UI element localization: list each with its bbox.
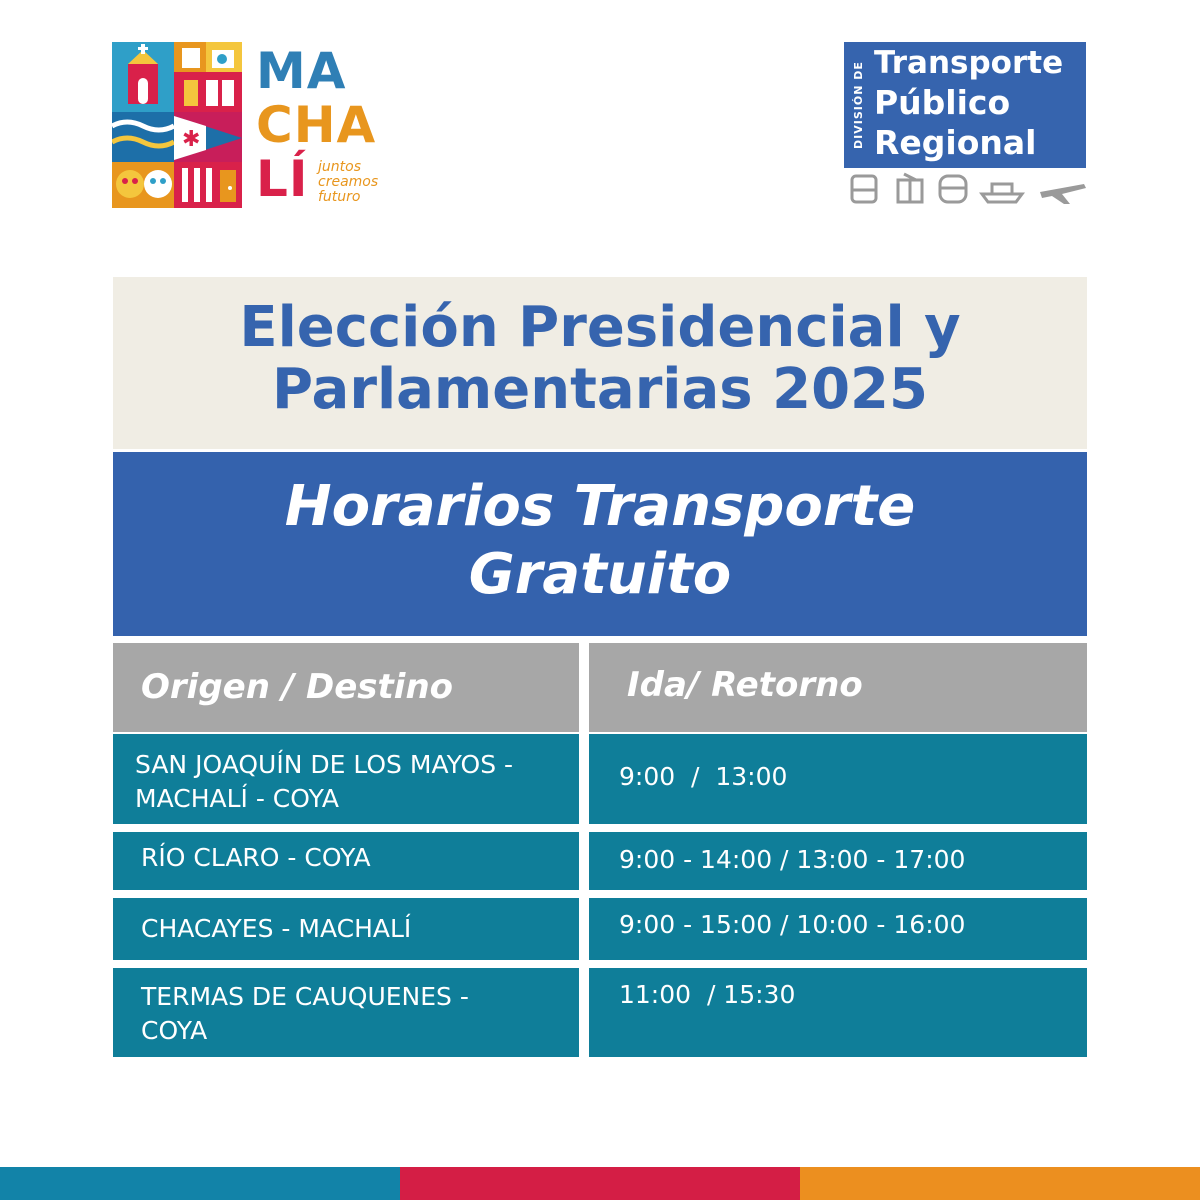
route-line: SAN JOAQUÍN DE LOS MAYOS - xyxy=(135,750,514,779)
machali-word-cha: CHA xyxy=(256,96,377,154)
publico-word: Público xyxy=(874,83,1011,122)
transport-icons xyxy=(848,172,1088,208)
table-row-times xyxy=(589,734,1087,824)
route-line: TERMAS DE CAUQUENES - xyxy=(141,982,469,1011)
machali-emblem-icon xyxy=(112,42,242,208)
route-line: CHACAYES - MACHALÍ xyxy=(141,914,412,943)
table-row-times xyxy=(589,898,1087,960)
schedule-times: 9:00 - 15:00 / 10:00 - 16:00 xyxy=(619,910,966,939)
svg-text:✱: ✱ xyxy=(182,127,201,152)
header-label: Ida/ Retorno xyxy=(627,665,863,705)
footer-stripe-orange xyxy=(800,1167,1200,1200)
transporte-publico-logo xyxy=(844,42,1088,212)
election-title-banner xyxy=(113,277,1087,449)
footer-stripe-red xyxy=(400,1167,800,1200)
machali-word-li: LÍ xyxy=(256,150,309,208)
footer-stripe-blue xyxy=(0,1167,400,1200)
slogan-line: creamos xyxy=(318,174,379,190)
transporte-logo-box xyxy=(844,42,1086,168)
machali-slogan xyxy=(318,160,378,205)
regional-word: Regional xyxy=(874,123,1037,162)
header-label: Origen / Destino xyxy=(141,667,454,707)
schedule-subtitle-banner xyxy=(113,452,1087,636)
metro-icon xyxy=(940,176,966,202)
schedule-times: 9:00 - 14:00 / 13:00 - 17:00 xyxy=(619,845,966,874)
table-row-route xyxy=(113,968,579,1057)
machali-word-ma: MA xyxy=(256,42,347,100)
subtitle-line-1: Horarios Transporte xyxy=(284,474,916,539)
table-row-times xyxy=(589,832,1087,890)
subtitle-line-2: Gratuito xyxy=(468,542,732,607)
schedule-times: 11:00 / 15:30 xyxy=(619,980,796,1009)
schedule-times: 9:00 / 13:00 xyxy=(619,762,788,791)
airplane-icon xyxy=(1040,184,1086,204)
table-row-route xyxy=(113,832,579,890)
ferry-icon xyxy=(982,184,1022,202)
title-line-2: Parlamentarias 2025 xyxy=(272,357,928,422)
header-origen-destino xyxy=(113,643,579,732)
table-row-route xyxy=(113,734,579,824)
slogan-line: futuro xyxy=(318,189,361,205)
route-line: MACHALÍ - COYA xyxy=(135,784,340,813)
train-icon xyxy=(898,174,922,202)
machali-logo xyxy=(112,42,402,208)
header-ida-retorno xyxy=(589,643,1087,732)
transporte-word: Transporte xyxy=(874,45,1064,81)
table-row-route xyxy=(113,898,579,960)
title-line-1: Elección Presidencial y xyxy=(239,295,961,360)
route-line: COYA xyxy=(141,1016,208,1045)
bus-icon xyxy=(852,176,876,202)
slogan-line: juntos xyxy=(318,159,361,175)
route-line: RÍO CLARO - COYA xyxy=(141,843,371,872)
division-label: DIVISIÓN DE xyxy=(852,61,865,149)
table-row-times xyxy=(589,968,1087,1057)
